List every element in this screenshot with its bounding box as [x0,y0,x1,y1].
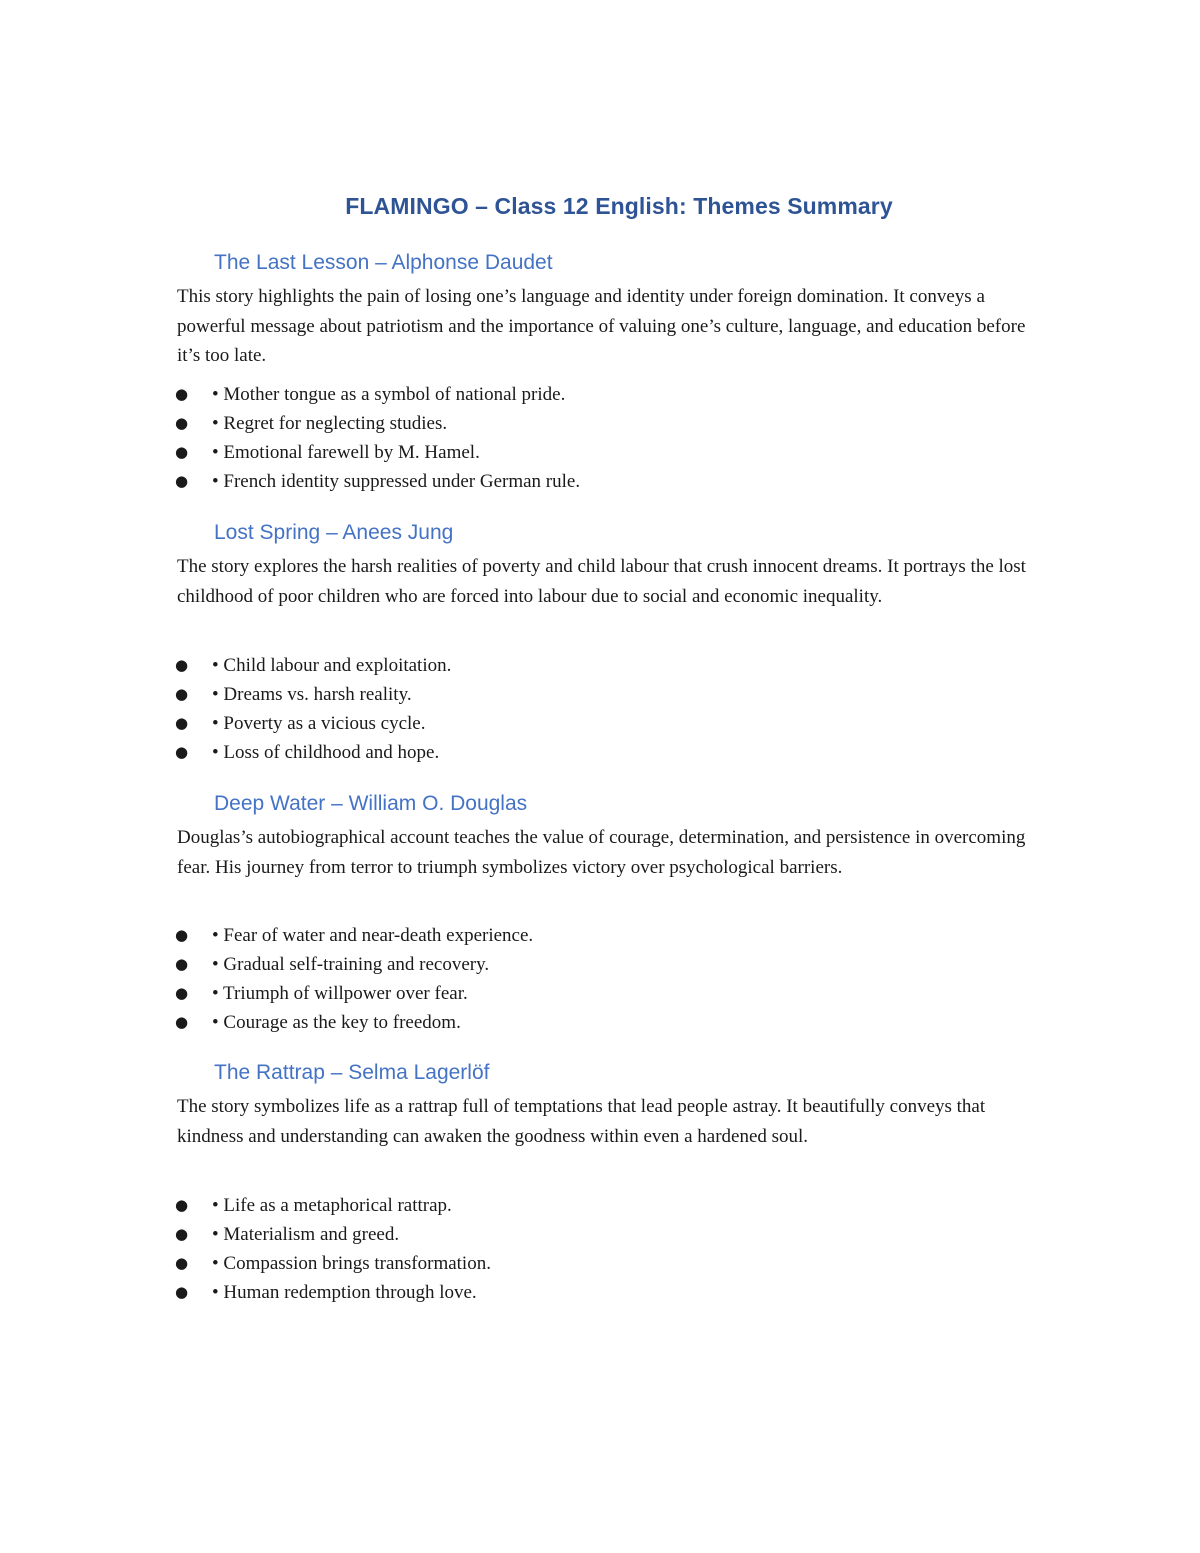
list-item-text: • Child labour and exploitation. [212,655,452,676]
bullet-icon: ● [175,385,189,403]
theme-list [0,921,1200,1037]
list-item [0,1008,1200,1037]
list-item-text: • Triumph of willpower over fear. [212,983,468,1004]
bullet-icon: ● [175,1283,189,1301]
list-item [0,738,1200,767]
list-item [0,1220,1200,1249]
bullet-icon: ● [175,984,189,1002]
section-summary: This story highlights the pain of losing one’s language and identity under foreign domination. It conveys a powerful message about patriotism and the importance of valuing one’s culture, language, and education before it’s too late. [177,286,1026,366]
list-item-text: • Compassion brings transformation. [212,1253,491,1274]
bullet-icon: ● [175,714,189,732]
list-item-text: • Gradual self-training and recovery. [212,954,490,975]
bullet-icon: ● [175,472,189,490]
list-item [0,409,1200,438]
section-heading: Lost Spring – Anees Jung [214,521,454,544]
section-heading: Deep Water – William O. Douglas [214,792,528,815]
list-item [0,1249,1200,1278]
list-item-text: • Dreams vs. harsh reality. [212,684,412,705]
theme-list [0,1191,1200,1307]
section-heading: The Rattrap – Selma Lagerlöf [214,1061,490,1084]
list-item [0,921,1200,950]
section-summary: Douglas’s autobiographical account teaches the value of courage, determination, and persistence in overcoming fear. His journey from terror to triumph symbolizes victory over psychological barriers. [177,827,1026,878]
list-item-text: • Mother tongue as a symbol of national pride. [212,384,566,405]
list-item-text: • Loss of childhood and hope. [212,742,440,763]
list-item-text: • Poverty as a vicious cycle. [212,713,426,734]
list-item [0,979,1200,1008]
list-item [0,709,1200,738]
list-item-text: • French identity suppressed under German rule. [212,471,581,492]
list-item [0,438,1200,467]
theme-list [0,380,1200,496]
list-item [0,467,1200,496]
section-heading: The Last Lesson – Alphonse Daudet [214,251,553,274]
list-item-text: • Emotional farewell by M. Hamel. [212,442,480,463]
list-item [0,950,1200,979]
bullet-icon: ● [175,743,189,761]
list-item [0,651,1200,680]
list-item-text: • Human redemption through love. [212,1282,477,1303]
bullet-icon: ● [175,685,189,703]
bullet-icon: ● [175,1196,189,1214]
bullet-icon: ● [175,1225,189,1243]
theme-list [0,651,1200,767]
bullet-icon: ● [175,955,189,973]
list-item-text: • Regret for neglecting studies. [212,413,448,434]
bullet-icon: ● [175,414,189,432]
bullet-icon: ● [175,926,189,944]
bullet-icon: ● [175,1013,189,1031]
section-summary: The story explores the harsh realities of poverty and child labour that crush innocent dreams. It portrays the lost childhood of poor children who are forced into labour due to social and economic inequality. [177,556,1026,607]
list-item [0,680,1200,709]
bullet-icon: ● [175,656,189,674]
list-item-text: • Materialism and greed. [212,1224,400,1245]
list-item [0,1191,1200,1220]
list-item [0,380,1200,409]
bullet-icon: ● [175,443,189,461]
document-title: FLAMINGO – Class 12 English: Themes Summary [345,193,893,219]
section-summary: The story symbolizes life as a rattrap full of temptations that lead people astray. It beautifully conveys that kindness and understanding can awaken the goodness within even a hardened soul. [177,1096,986,1147]
bullet-icon: ● [175,1254,189,1272]
list-item-text: • Fear of water and near-death experience. [212,925,534,946]
list-item-text: • Courage as the key to freedom. [212,1012,461,1033]
list-item [0,1278,1200,1307]
list-item-text: • Life as a metaphorical rattrap. [212,1195,452,1216]
